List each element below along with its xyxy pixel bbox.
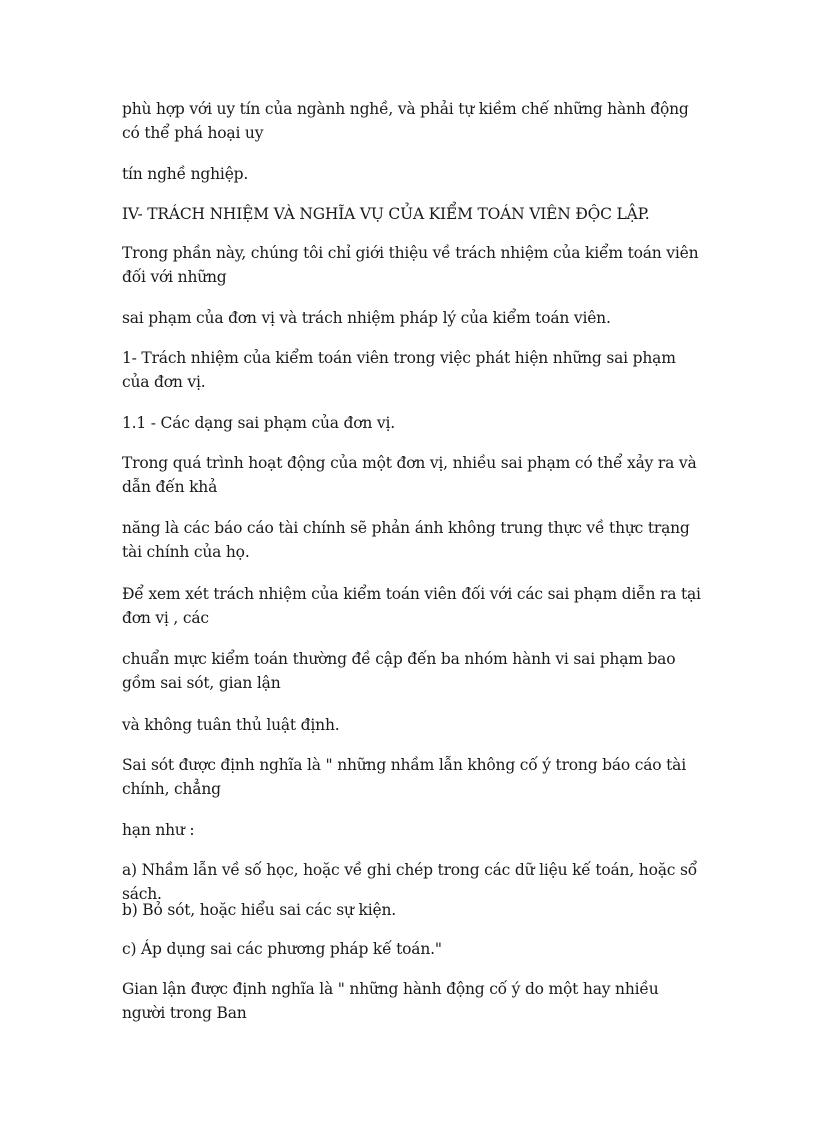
subsubsection-heading: 1.1 - Các dạng sai phạm của đơn vị.: [122, 414, 395, 432]
section-heading: IV- TRÁCH NHIỆM VÀ NGHĨA VỤ CỦA KIỂM TOÁN VIÊN ĐỘC LẬP.: [122, 205, 650, 223]
paragraph-7: Để xem xét trách nhiệm của kiểm toán viên đối với các sai phạm diễn ra tại đơn vị , các: [122, 585, 701, 627]
paragraph-1: phù hợp với uy tín của ngành nghề, và phải tự kiềm chế những hành động có thể phá hoại uy: [122, 100, 689, 142]
paragraph-4: sai phạm của đơn vị và trách nhiệm pháp lý của kiểm toán viên.: [122, 309, 611, 327]
list-item-b: b) Bỏ sót, hoặc hiểu sai các sự kiện.: [122, 901, 396, 919]
list-item-c: c) Áp dụng sai các phương pháp kế toán.": [122, 940, 442, 958]
paragraph-2: tín nghề nghiệp.: [122, 165, 249, 183]
paragraph-10: Sai sót được định nghĩa là " những nhầm lẫn không cố ý trong báo cáo tài chính, chẳng: [122, 756, 686, 798]
paragraph-3: Trong phần này, chúng tôi chỉ giới thiệu về trách nhiệm của kiểm toán viên đối với những: [122, 244, 699, 286]
paragraph-12: Gian lận được định nghĩa là " những hành động cố ý do một hay nhiều người trong Ban: [122, 980, 659, 1022]
paragraph-11: hạn như :: [122, 821, 195, 839]
paragraph-9: và không tuân thủ luật định.: [122, 716, 340, 734]
list-item-a: a) Nhầm lẫn về số học, hoặc về ghi chép trong các dữ liệu kế toán, hoặc sổ sách.: [122, 861, 697, 903]
subsection-heading: 1- Trách nhiệm của kiểm toán viên trong việc phát hiện những sai phạm của đơn vị.: [122, 349, 676, 391]
paragraph-8: chuẩn mực kiểm toán thường đề cập đến ba nhóm hành vi sai phạm bao gồm sai sót, gian lận: [122, 650, 676, 692]
paragraph-5: Trong quá trình hoạt động của một đơn vị, nhiều sai phạm có thể xảy ra và dẫn đến khả: [122, 454, 697, 496]
paragraph-6: năng là các báo cáo tài chính sẽ phản ánh không trung thực về thực trạng tài chính của họ.: [122, 519, 690, 561]
